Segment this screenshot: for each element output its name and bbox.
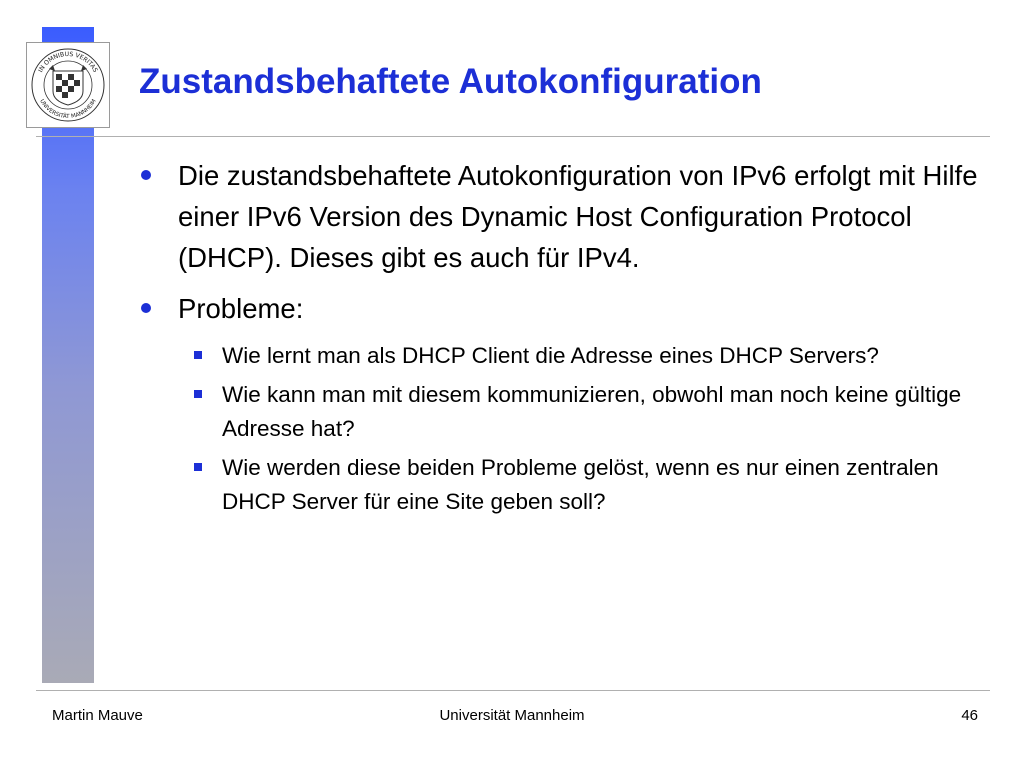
footer-page-number: 46 [961,707,978,724]
bullet-item [139,155,989,278]
bullet-item [139,288,989,329]
sub-bullet-item [193,451,989,519]
university-seal-icon [29,45,107,125]
footer-author: Martin Mauve [52,707,143,724]
university-logo [26,42,110,128]
square-bullet-icon [194,351,202,359]
bullet-text: Die zustandsbehaftete Autokonfiguration von IPv6 erfolgt mit Hilfe einer IPv6 Version des Dynamic Host Configuration Protocol (DHCP). Dieses gibt es auch für IPv4. [178,160,978,273]
seal-text-bottom: UNIVERSITÄT MANNHEIM [38,98,98,121]
title-divider [36,136,990,137]
round-bullet-icon [141,303,151,313]
sub-bullet-text: Wie lernt man als DHCP Client die Adresse eines DHCP Servers? [222,343,879,368]
sub-bullet-item [193,378,989,446]
slide-body [139,155,989,524]
sub-bullet-list [193,339,989,519]
square-bullet-icon [194,463,202,471]
sub-bullet-text: Wie werden diese beiden Probleme gelöst, wenn es nur einen zentralen DHCP Server für eine Site geben soll? [222,455,939,514]
footer-divider [36,690,990,691]
slide-title: Zustandsbehaftete Autokonfiguration [139,62,762,101]
sub-bullet-item [193,339,989,373]
svg-text:IN OMNIBUS VERITAS [37,51,98,74]
round-bullet-icon [141,170,151,180]
sub-bullet-text: Wie kann man mit diesem kommunizieren, obwohl man noch keine gültige Adresse hat? [222,382,962,441]
footer-institution: Universität Mannheim [439,707,585,724]
seal-text-top: IN OMNIBUS VERITAS [37,50,99,74]
bullet-text: Probleme: [178,293,304,324]
square-bullet-icon [194,390,202,398]
seal-crest [49,65,87,105]
